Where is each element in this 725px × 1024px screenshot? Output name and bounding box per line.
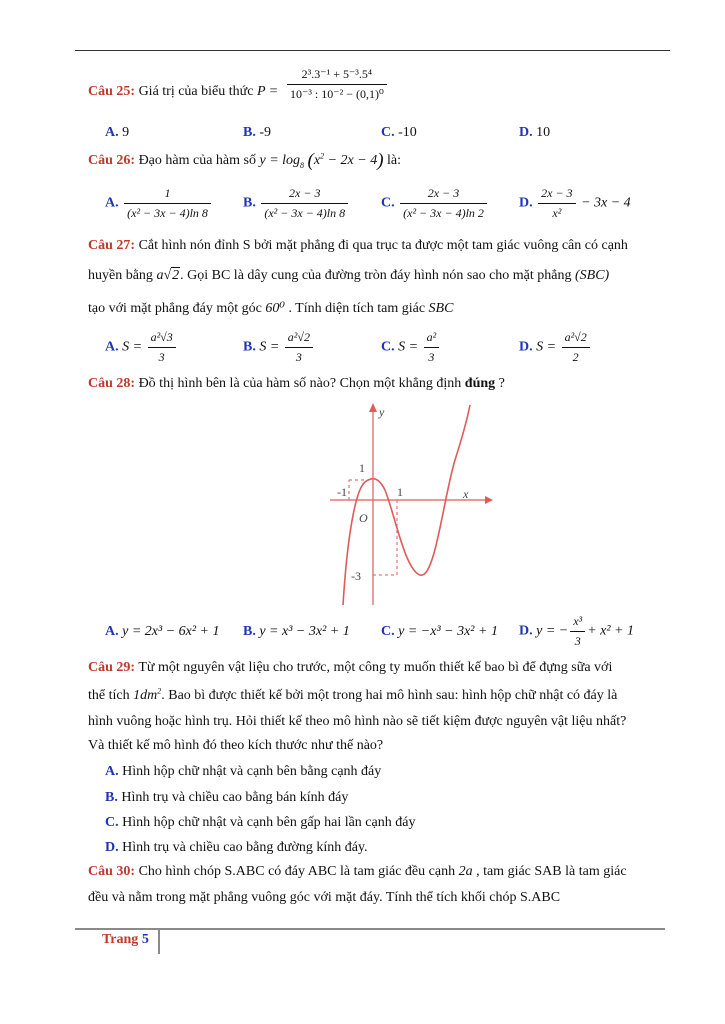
function-curve	[343, 405, 470, 605]
q29-label: Câu 29:	[88, 660, 136, 675]
q29-line3: hình vuông hoặc hình trụ. Hỏi thiết kế theo mô hình nào sẽ tiết kiệm được nguyên vật liệu nhất?	[88, 714, 627, 729]
q26-option-b[interactable]: B. $\frac{2x - 3}{\text{(x² − 3x − 4)ln 8}}$	[243, 186, 350, 221]
q26-d-fraction: $\frac{2x - 3}{\text{x²}}$	[538, 186, 575, 221]
q27-label: Câu 27:	[88, 238, 136, 253]
q28-option-c[interactable]: C. y = −x³ − 3x² + 1	[381, 624, 498, 639]
q27-option-c[interactable]: C. S = $\frac{\text{a²}}{3}$	[381, 330, 441, 365]
q26-text: Đạo hàm của hàm số	[138, 153, 256, 168]
origin-label: O	[359, 511, 368, 525]
q27-hypotenuse: a√2	[156, 268, 180, 283]
y-axis-arrow	[369, 403, 377, 412]
q30-label: Câu 30:	[88, 864, 136, 879]
q27-line3: tạo với mặt phẳng đáy một góc 60⁰ . Tính diện tích tam giác SBC	[88, 301, 454, 316]
q28-option-b[interactable]: B. y = x³ − 3x² + 1	[243, 624, 350, 639]
q28-label: Câu 28:	[88, 376, 136, 391]
footer-divider	[158, 930, 160, 954]
q27-option-b[interactable]: B. S = $\frac{\text{a²√2}}{3}$	[243, 330, 315, 365]
q26-label: Câu 26:	[88, 153, 136, 168]
tick-y-minus3: -3	[351, 569, 361, 583]
tick-y1: 1	[359, 461, 365, 475]
tick-x-minus1: -1	[337, 485, 347, 499]
q25-option-b[interactable]: B. -9	[243, 125, 272, 140]
q30-line2: đều và nằm trong mặt phẳng vuông góc với mặt đáy. Tính thể tích khối chóp S.ABC	[88, 890, 561, 905]
q28-option-d[interactable]: D. y = − $\frac{\text{x³}}{3}$ + x² + 1	[519, 614, 634, 648]
q27-d-fraction: $\frac{\text{a²√2}}{2}$	[562, 330, 590, 365]
q27-line2: huyền bằng a√2. Gọi BC là dây cung của đường tròn đáy hình nón sao cho mặt phẳng (SBC)	[88, 268, 610, 283]
q27-line1: Câu 27: Cắt hình nón đỉnh S bởi mặt phẳng đi qua trục ta được một tam giác vuông cân có cạnh	[88, 238, 628, 253]
q28-graph	[325, 400, 495, 610]
q25-option-d[interactable]: D. 10	[519, 125, 551, 140]
q29-volume: $1dm^2$	[133, 686, 162, 703]
q25-text: Giá trị của biểu thức	[138, 84, 254, 99]
q28-d-fraction: $\frac{\text{x³}}{3}$	[570, 614, 585, 649]
q26-stem	[88, 150, 402, 171]
q25-lhs: P =	[256, 84, 279, 99]
q25-numerator: 2³.3⁻¹ + 5⁻³.5⁴	[287, 67, 387, 85]
q29-line1: Câu 29: Từ một nguyên vật liệu cho trước, một công ty muốn thiết kế bao bì để đựng sữa với	[88, 660, 613, 675]
q28-option-a[interactable]: A. y = 2x³ − 6x² + 1	[105, 624, 220, 639]
q26-option-a[interactable]: A. $\frac{1}{\text{(x² − 3x − 4)ln 8}}$	[105, 186, 213, 221]
q29-option-c[interactable]: C. Hình hộp chữ nhật và cạnh bên gấp hai lần cạnh đáy	[105, 815, 416, 830]
footer-rule	[75, 928, 665, 930]
q26-option-d[interactable]: D. $\frac{2x - 3}{\text{x²}}$ − 3x − 4	[519, 186, 631, 220]
q26-text-after: là:	[387, 153, 402, 168]
q25-option-c[interactable]: C. -10	[381, 125, 417, 140]
q27-b-fraction: $\frac{\text{a²√2}}{3}$	[285, 330, 313, 365]
q26-c-fraction: $\frac{2x - 3}{\text{(x² − 3x − 4)ln 2}}$	[400, 186, 487, 221]
page-number: 5	[141, 932, 149, 947]
page-footer	[102, 932, 149, 948]
q29-line2: thể tích $1dm^2$. Bao bì được thiết kế bởi một trong hai mô hình sau: hình hộp chữ nhật có đáy là	[88, 686, 618, 703]
q27-option-d[interactable]: D. S = $\frac{\text{a²√2}}{2}$	[519, 330, 592, 365]
q25-label: Câu 25:	[88, 84, 136, 99]
q26-b-fraction: $\frac{2x - 3}{\text{(x² − 3x − 4)ln 8}}$	[261, 186, 348, 221]
q25-fraction	[287, 67, 387, 102]
footer-label: Trang	[102, 932, 139, 947]
q27-a-fraction: $\frac{\text{a²√3}}{3}$	[148, 330, 176, 365]
q29-option-d[interactable]: D. Hình trụ và chiều cao bằng đường kính đáy.	[105, 840, 368, 855]
q28-stem: Câu 28: Đồ thị hình bên là của hàm số nào? Chọn một khẳng định đúng ?	[88, 376, 505, 391]
q26-function: $y = \log_8 (x^2 - 2x - 4)$	[259, 150, 384, 171]
x-axis-label: x	[463, 487, 469, 501]
q28-emphasis: đúng	[464, 376, 496, 391]
q26-a-fraction: $\frac{1}{\text{(x² − 3x − 4)ln 8}}$	[124, 186, 211, 221]
q27-c-fraction: $\frac{\text{a²}}{3}$	[424, 330, 440, 365]
q25-option-a[interactable]: A. 9	[105, 125, 130, 140]
y-axis-label: y	[379, 405, 385, 419]
q27-option-a[interactable]: A. S = $\frac{\text{a²√3}}{3}$	[105, 330, 178, 365]
q29-line4: Và thiết kế mô hình đó theo kích thước như thế nào?	[88, 738, 384, 753]
q26-option-c[interactable]: C. $\frac{2x - 3}{\text{(x² − 3x − 4)ln 2}}$	[381, 186, 489, 221]
x-axis-arrow	[485, 496, 493, 504]
q29-option-a[interactable]: A. Hình hộp chữ nhật và cạnh bên bằng cạnh đáy	[105, 764, 382, 779]
tick-x1: 1	[397, 485, 403, 499]
q30-line1: Câu 30: Cho hình chóp S.ABC có đáy ABC là tam giác đều cạnh 2a , tam giác SAB là tam giác	[88, 864, 627, 879]
header-rule	[75, 50, 670, 51]
q29-option-b[interactable]: B. Hình trụ và chiều cao bằng bán kính đáy	[105, 790, 349, 805]
q25-denominator: 10⁻³ : 10⁻² − (0,1)⁰	[290, 87, 384, 101]
q25-stem	[88, 84, 278, 100]
